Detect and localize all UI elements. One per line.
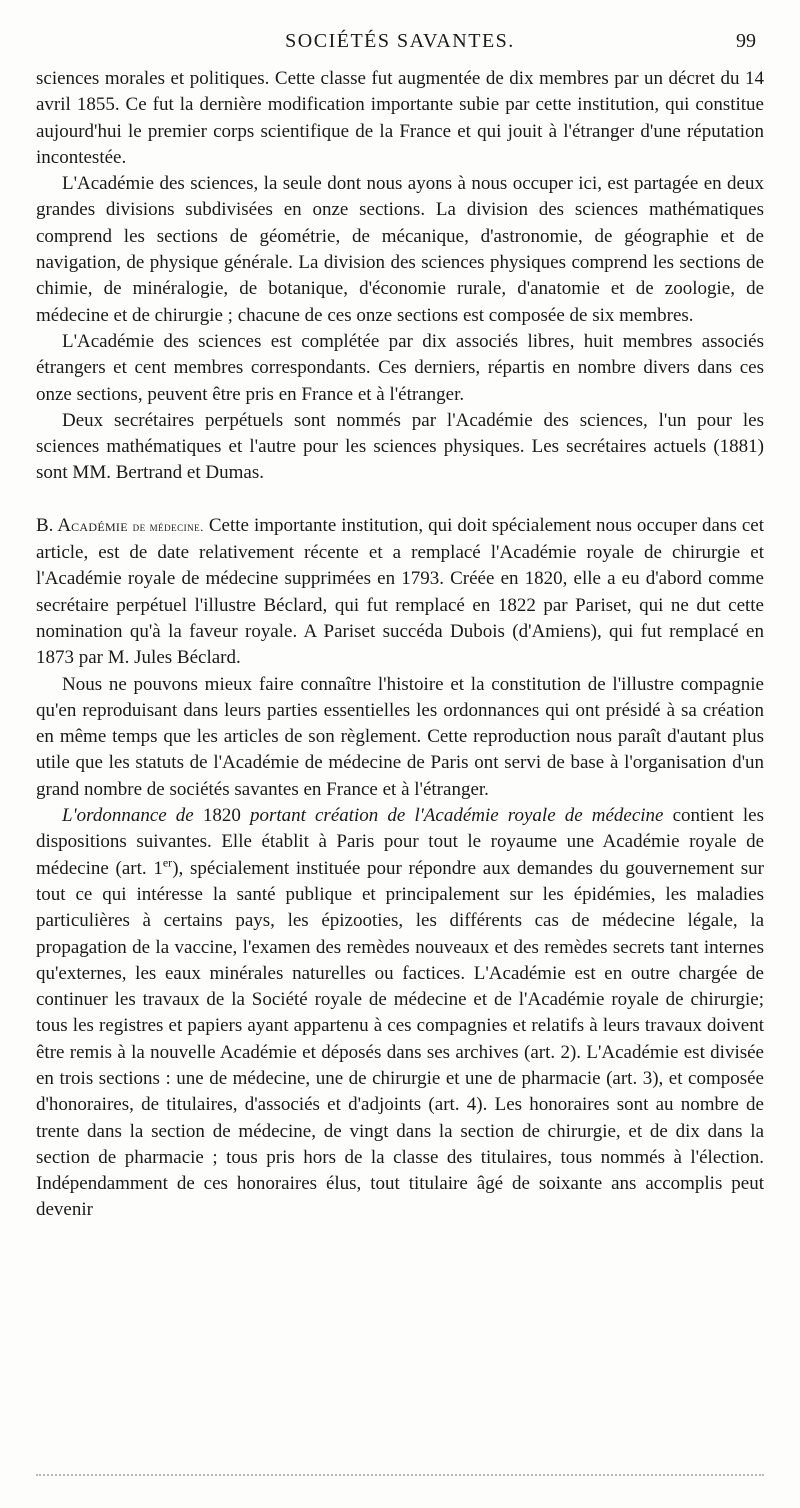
- page-header: [40, 30, 760, 60]
- heading-word-de: de: [132, 518, 146, 534]
- year-text: 1820: [193, 805, 250, 827]
- running-head: SOCIÉTÉS SAVANTES.: [285, 30, 515, 52]
- paragraph-continued: sciences morales et politiques. Cette classe fut augmentée de dix membres par un décret du 14 avril 1855. Ce fut la dernière modification importante subie par cette institution, qui constitue aujourd'hui le premier corps scientifique de la France et qui jouit à l'étranger d'une réputation incontestée.: [36, 68, 764, 168]
- paragraph-text: contient les dispositions suivantes. Elle établit à Paris pour tout le royaume une Académie royale de médecine (art. 1: [36, 805, 765, 879]
- paragraph-ordonnances: Nous ne pouvons mieux faire connaître l'histoire et la constitution de l'illustre compagnie qu'en reproduisant dans leurs parties essentielles les ordonnances qui ont présidé à sa création en même temps que les articles de son règlement. Cette reproduction nous paraît d'autant plus utile que les statuts de l'Académie de médecine de Paris ont servi de base à l'organisation d'un grand nombre de sociétés savantes en France et à l'étranger.: [36, 673, 764, 800]
- heading-word-academie: cadémie: [71, 515, 133, 535]
- footer-rule: [36, 1474, 764, 1476]
- italic-title-part: portant création de l'Académie royale de médecine: [249, 805, 664, 827]
- heading-letter: B. A: [36, 514, 72, 536]
- paragraph-text: ), spécialement instituée pour répondre aux demandes du gouvernement sur tout ce qui intéresse la santé publique et principalement sur les épidémies, les maladies particulières à certains pays, les épizooties, les différents cas de médecine légale, la propagation de la vaccine, l'examen des remèdes nouveaux et des remèdes secrets tant internes qu'externes, les eaux minérales naturelles ou factices. L'Académie est en outre chargée de continuer les travaux de la Société royale de médecine et de l'Académie royale de chirurgie; tous les registres et papiers ayant appartenu à ces compagnies et relatifs à leurs travaux doivent être remis à la nouvelle Académie et déposés dans ses archives (art. 2). L'Académie est divisée en trois sections : une de médecine, une de chirurgie et une de pharmacie (art. 3), et composée d'honoraires, de titulaires, d'associés et d'adjoints (art. 4). Les honoraires sont au nombre de trente dans la section de médecine, de vingt dans la section de chirurgie, et de dix dans la section de pharmacie ; tous pris hors de la classe des titulaires, tous nommés à l'élection. Indépendamment de ces honoraires élus, tout titulaire âgé de soixante ans accomplis peut devenir: [36, 857, 764, 1221]
- italic-title-part: L'ordonnance de: [62, 805, 194, 827]
- page-number: 99: [736, 30, 756, 52]
- superscript: er: [162, 855, 173, 870]
- paragraph-academie-sciences: L'Académie des sciences, la seule dont nous ayons à nous occuper ici, est partagée en deux grandes divisions subdivisées en onze sections. La division des sciences mathématiques comprend les sections de géométrie, de mécanique, d'astronomie, de géographie et de navigation, de physique générale. La division des sciences physiques comprend les sections de chimie, de minéralogie, de botanique, d'économie rurale, d'anatomie et de zoologie, de médecine et de chirurgie ; chacune de ces onze sections est composée de six membres.: [36, 173, 764, 326]
- paragraph-ordonnance-1820: [36, 803, 764, 1224]
- paragraph-secretaires: Deux secrétaires perpétuels sont nommés par l'Académie des sciences, l'un pour les sciences mathématiques et l'autre pour les sciences physiques. Les secrétaires actuels (1881) sont MM. Bertrand et Dumas.: [36, 409, 764, 484]
- section-heading: [36, 515, 204, 536]
- heading-word-medecine: médecine.: [145, 518, 204, 534]
- section-gap: [36, 487, 764, 513]
- paragraph-text: Cette importante institution, qui doit spécialement nous occuper dans cet article, est de date relativement récente et a remplacé l'Académie royale de chirurgie et l'Académie royale de médecine supprimées en 1793. Créée en 1820, elle a eu d'abord comme secrétaire perpétuel l'illustre Béclard, qui fut remplacé en 1822 par Pariset, qui ne dut cette nomination qu'à la faveur royale. A Pariset succéda Dubois (d'Amiens), qui fut remplacé en 1873 par M. Jules Béclard.: [36, 514, 764, 669]
- body-text: [36, 66, 764, 1224]
- paragraph-academie-medecine: [36, 513, 764, 672]
- paragraph-associes: L'Académie des sciences est complétée par dix associés libres, huit membres associés étrangers et cent membres correspondants. Ces derniers, répartis en nombre divers dans ces onze sections, peuvent être pris en France et à l'étranger.: [36, 330, 764, 405]
